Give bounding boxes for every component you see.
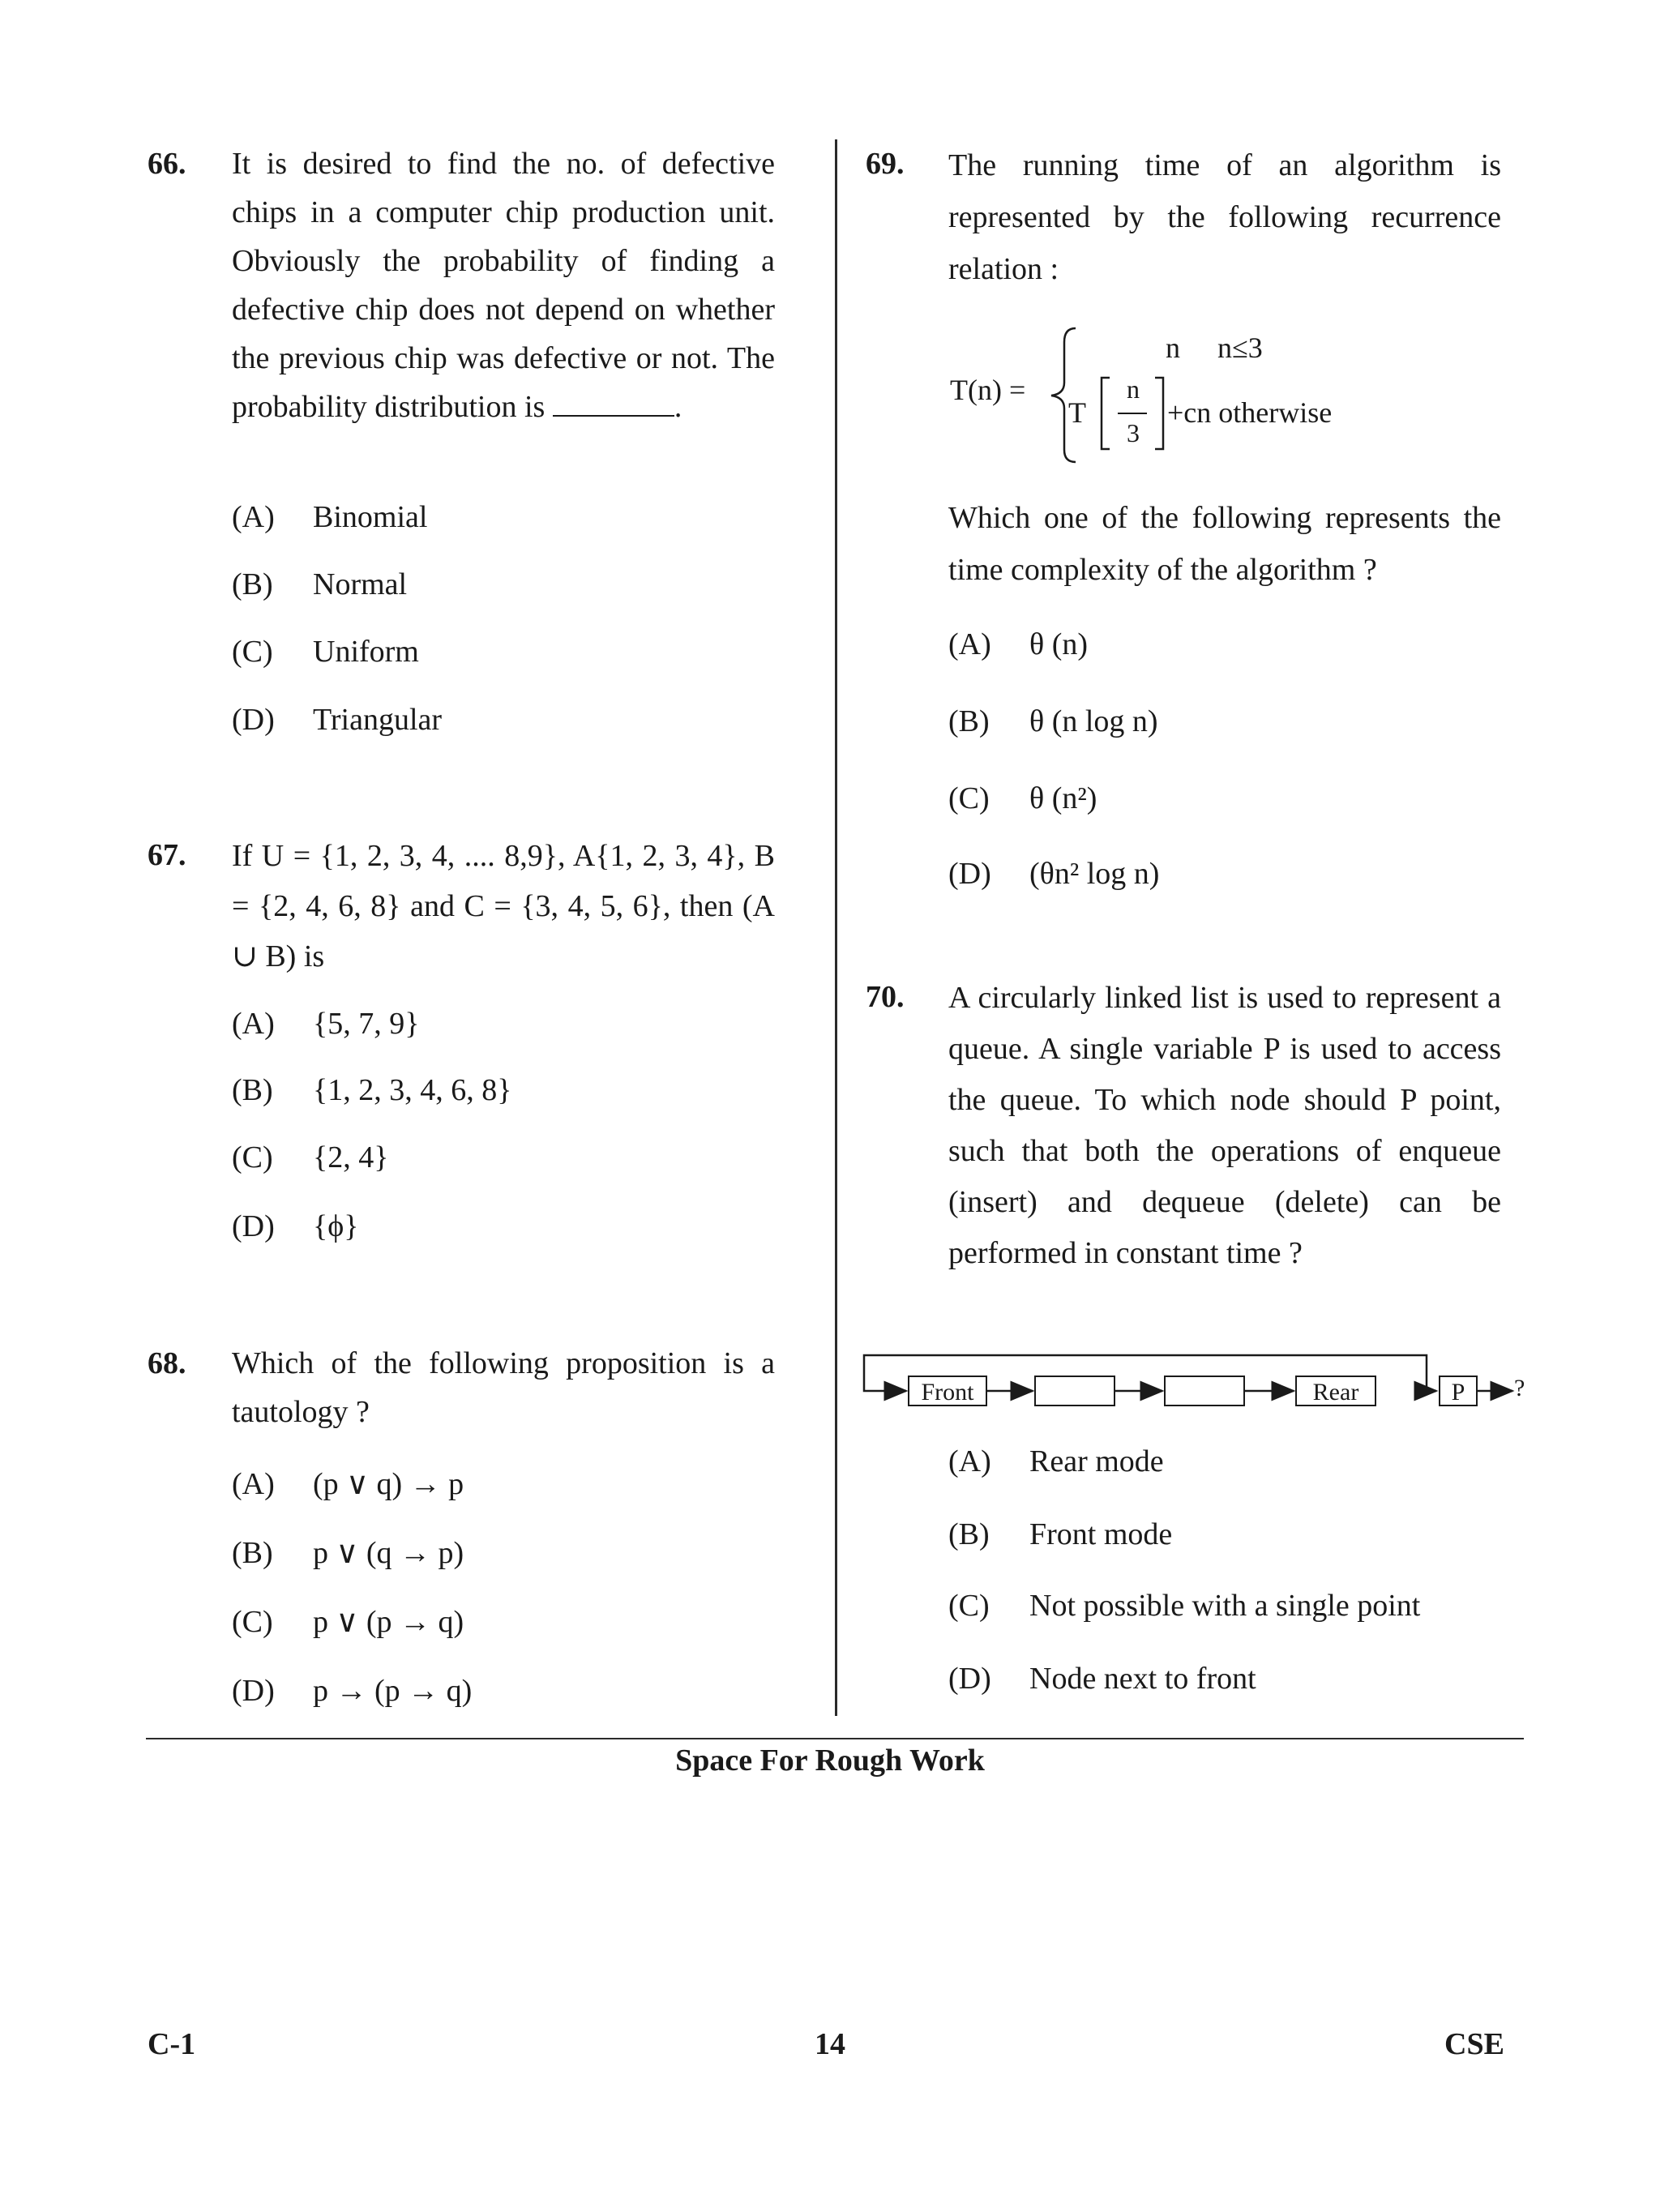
- q70-option-a: (A) Rear mode: [948, 1444, 1164, 1478]
- footer-rule: [146, 1738, 1524, 1739]
- q67-option-d: (D) {ϕ}: [232, 1209, 359, 1243]
- subject-code: CSE: [1444, 2027, 1504, 2061]
- q66-option-b: (B) Normal: [232, 567, 408, 601]
- pointer-p-box: P: [1439, 1376, 1478, 1406]
- middle-node-2: [1164, 1376, 1245, 1406]
- q70-option-c: (C) Not possible with a single point: [948, 1589, 1421, 1623]
- rear-node: Rear: [1295, 1376, 1376, 1406]
- q68-text: Which of the following proposition is a tautology ?: [232, 1346, 775, 1429]
- front-node: Front: [908, 1376, 987, 1406]
- q68-number: 68.: [148, 1346, 186, 1380]
- q69-option-c: (C) θ (n²): [948, 781, 1097, 815]
- recurrence-case1-value: n: [1166, 332, 1180, 364]
- q69-option-d: (D) (θn² log n): [948, 857, 1160, 891]
- q69-number: 69.: [866, 147, 905, 181]
- q70-number: 70.: [866, 980, 905, 1014]
- q70-option-b: (B) Front mode: [948, 1517, 1173, 1551]
- q67-option-a: (A) {5, 7, 9}: [232, 1007, 420, 1041]
- q70-text: A circularly linked list is used to represent a queue. A single variable P is used to access the queue. To which node should P point, such that both the operations of enqueue (insert) and dequeue (delete) can be performed in constant time ?: [948, 981, 1501, 1270]
- rough-work-heading: Space For Rough Work: [675, 1744, 985, 1778]
- q70-option-d: (D) Node next to front: [948, 1662, 1256, 1696]
- q66-number: 66.: [148, 147, 186, 181]
- answer-blank: [553, 392, 674, 417]
- column-divider: [835, 139, 837, 1716]
- q67-option-b: (B) {1, 2, 3, 4, 6, 8}: [232, 1073, 512, 1107]
- middle-node-1: [1034, 1376, 1115, 1406]
- q67-option-c: (C) {2, 4}: [232, 1140, 389, 1174]
- recurrence-lhs: T(n) =: [950, 374, 1026, 406]
- q68-option-c: (C) p ∨ (p → q): [232, 1605, 464, 1639]
- recurrence-case1-condition: n≤3: [1217, 332, 1263, 364]
- q66-option-d: (D) Triangular: [232, 703, 443, 737]
- q67-text: If U = {1, 2, 3, 4, .... 8,9}, A{1, 2, 3, 4}, B = {2, 4, 6, 8} and C = {3, 4, 5, 6}, then (A ∪ B) is: [232, 839, 775, 973]
- q69-text: The running time of an algorithm is represented by the following recurrence relation :: [948, 148, 1501, 286]
- q68-option-d: (D) p → (p → q): [232, 1674, 473, 1708]
- page-number: 14: [815, 2027, 845, 2061]
- q69-question: Which one of the following represents the time complexity of the algorithm ?: [948, 501, 1501, 587]
- recurrence-fraction-numerator: n: [1127, 374, 1140, 404]
- q66-text: It is desired to find the no. of defective chips in a computer chip production unit. Obviously the probability of finding a defective chip does not depend on whether the previous chip was defective or not. The probability distribution is .: [232, 147, 775, 424]
- q67-number: 67.: [148, 838, 186, 872]
- booklet-code: C-1: [148, 2027, 196, 2061]
- recurrence-case2-T: T: [1068, 396, 1086, 429]
- q68-option-b: (B) p ∨ (q → p): [232, 1536, 464, 1570]
- pointer-question-mark: ?: [1514, 1375, 1525, 1401]
- q66-option-c: (C) Uniform: [232, 635, 419, 669]
- recurrence-fraction-denominator: 3: [1127, 418, 1140, 447]
- q69-option-a: (A) θ (n): [948, 627, 1089, 661]
- q68-option-a: (A) (p ∨ q) → p: [232, 1467, 464, 1501]
- recurrence-case2-tail: +cn otherwise: [1167, 396, 1333, 429]
- q69-option-b: (B) θ (n log n): [948, 704, 1158, 738]
- q66-option-a: (A) Binomial: [232, 500, 428, 534]
